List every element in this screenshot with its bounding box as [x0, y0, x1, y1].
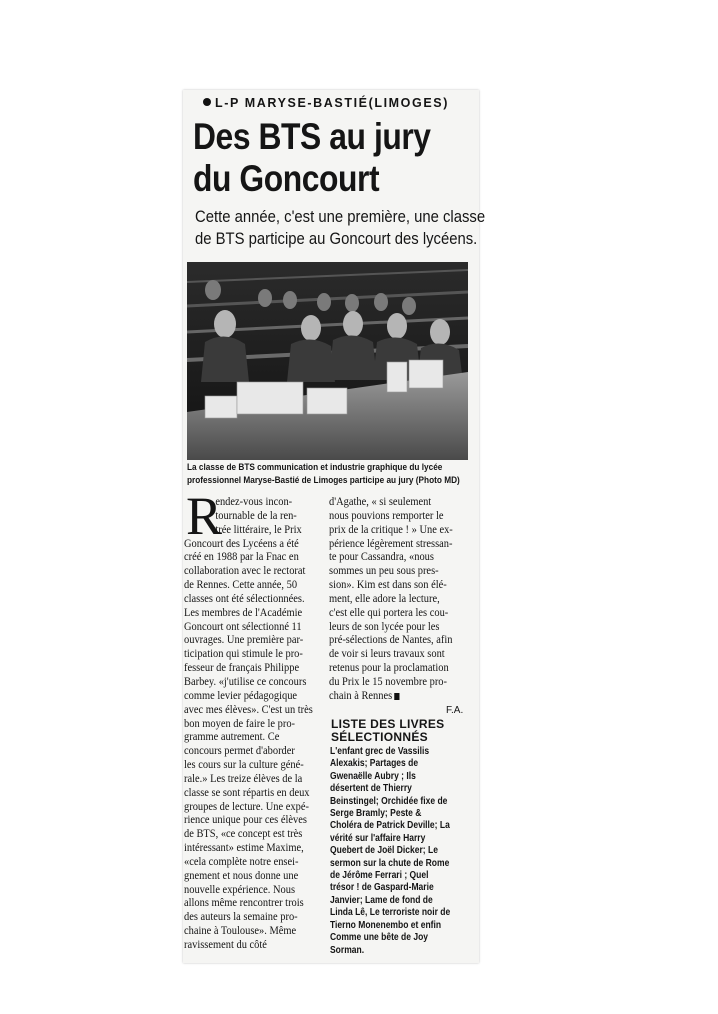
book-list-line: Sorman.	[330, 944, 365, 956]
body-line: collaboration avec le rectorat	[184, 563, 306, 578]
book-list-line: trésor ! de Gaspard-Marie	[330, 882, 434, 894]
body-line: ment, elle adore la lecture,	[329, 590, 440, 605]
body-line: tournable de la ren-	[215, 507, 297, 522]
rubric-text: L-P MARYSE-BASTIÉ(LIMOGES)	[215, 96, 449, 110]
body-line: Barbey. «j'utilise ce concours	[184, 673, 307, 688]
book-list-line: Gwenaëlle Aubry ; Ils	[330, 770, 416, 782]
body-line: ticipation qui stimule le pro-	[184, 646, 303, 661]
book-list-line: Quebert de Joël Dicker; Le	[330, 845, 438, 857]
book-list-line: L'enfant grec de Vassilis	[330, 746, 430, 757]
body-line: ouvrages. Une première par-	[184, 632, 304, 647]
book-list-line: Tierno Monenembo et enfin	[330, 919, 442, 931]
body-line: avec mes élèves». C'est un très	[184, 701, 313, 716]
headline	[193, 116, 434, 200]
body-line: te pour Cassandra, «nous	[329, 549, 434, 564]
section-rubric	[203, 96, 449, 110]
end-mark-icon	[394, 693, 399, 700]
body-line: du Prix le 15 novembre pro-	[329, 673, 448, 688]
body-line: périence légèrement stressan-	[329, 535, 453, 550]
book-list-line: Beinstingel; Orchidée fixe de	[330, 795, 448, 807]
class-photo	[187, 262, 468, 460]
body-line: c'est elle qui portera les cou-	[329, 604, 449, 619]
body-line: de Rennes. Cette année, 50	[184, 577, 298, 592]
drop-cap: R	[186, 486, 223, 546]
book-list-line: Serge Bramly; Peste &	[330, 808, 422, 820]
body-line: pré-sélections de Nantes, afin	[329, 632, 453, 647]
body-line: créé en 1988 par la Fnac en	[184, 549, 299, 564]
body-line: nous pouvions remporter le	[329, 507, 444, 522]
body-line-last	[329, 689, 451, 703]
caption-line: professionnel Maryse-Bastié de Limoges participe au jury (Photo MD)	[187, 475, 460, 486]
book-list-line: Linda Lê, Le terroriste noir de	[330, 907, 451, 919]
article-body-left-column	[184, 486, 322, 952]
body-line: gramme autrement. Ce	[184, 729, 280, 744]
body-line: prix de la critique ! » Une ex-	[329, 521, 453, 536]
book-list-line: sermon sur la chute de Rome	[330, 857, 450, 869]
body-line: nouvelle expérience. Nous	[184, 881, 296, 896]
book-list-line: Choléra de Patrick Deville; La	[330, 820, 450, 832]
body-line: gnement et nous donne une	[184, 867, 299, 882]
book-list	[330, 746, 470, 957]
caption-line: La classe de BTS communication et industrie graphique du lycée	[187, 462, 443, 473]
body-line: de voir si leurs travaux sont	[329, 646, 445, 661]
body-line: chaine à Toulouse». Même	[184, 923, 297, 938]
book-list-line: Janvier; Lame de fond de	[330, 894, 433, 906]
body-line: classe se sont répartis en deux	[184, 784, 310, 799]
body-line: retenus pour la proclamation	[329, 660, 449, 675]
body-line: Goncourt des Lycéens a été	[184, 535, 299, 550]
body-line: «cela complète notre ensei-	[184, 853, 299, 868]
body-line: de BTS, «ce concept est très	[184, 826, 303, 841]
body-line: intéressant» estime Maxime,	[184, 840, 304, 855]
book-list-line: de Jérôme Ferrari ; Quel	[330, 870, 429, 882]
book-list-line: désertent de Thierry	[330, 783, 412, 795]
bullet-icon	[203, 98, 211, 106]
body-line: rale.» Les treize élèves de la	[184, 770, 303, 785]
standfirst-line: de BTS participe au Goncourt des lycéens.	[195, 230, 478, 248]
headline-line: Des BTS au jury	[193, 116, 431, 157]
body-line: classes ont été sélectionnées.	[184, 590, 305, 605]
standfirst-line: Cette année, c'est une première, une classe	[195, 208, 486, 226]
headline-line: du Goncourt	[193, 158, 380, 199]
body-line: fesseur de français Philippe	[184, 660, 300, 675]
body-line: les cours sur la culture géné-	[184, 757, 304, 772]
book-list-line: Comme une bête de Joy	[330, 932, 429, 944]
list-title-line: LISTE DES LIVRES	[331, 717, 445, 731]
body-line: ravissement du côté	[184, 937, 267, 951]
body-line: concours permet d'aborder	[184, 743, 295, 758]
body-line: sommes un peu sous pres-	[329, 563, 439, 578]
body-line: comme levier pédagogique	[184, 687, 298, 702]
book-list-title	[331, 718, 445, 744]
author-signature: F.A.	[446, 705, 464, 716]
body-line: leurs de son lycée pour les	[329, 618, 440, 633]
body-line: trée littéraire, le Prix	[215, 521, 302, 536]
body-line: sion». Kim est dans son élé-	[329, 577, 447, 592]
list-title-line: SÉLECTIONNÉS	[331, 730, 428, 744]
book-list-line: vérité sur l'affaire Harry	[330, 832, 426, 844]
body-line: allons même rencontrer trois	[184, 895, 304, 910]
body-line: Les membres de l'Académie	[184, 604, 303, 619]
body-line: groupes de lecture. Une expé-	[184, 798, 309, 813]
body-line: d'Agathe, « si seulement	[329, 494, 432, 508]
article-body-right-column	[329, 495, 469, 703]
book-list-line: Alexakis; Partages de	[330, 758, 419, 770]
photo-caption	[187, 461, 477, 487]
body-line: bon moyen de faire le pro-	[184, 715, 296, 730]
standfirst	[195, 206, 486, 250]
body-line: rience unique pour ces élèves	[184, 812, 307, 827]
body-line: endez-vous incon-	[215, 494, 293, 508]
photo-image	[187, 262, 468, 460]
body-line-text: chain à Rennes	[329, 687, 393, 702]
body-line: Goncourt ont sélectionné 11	[184, 618, 302, 633]
body-line: des auteurs la semaine pro-	[184, 909, 298, 924]
